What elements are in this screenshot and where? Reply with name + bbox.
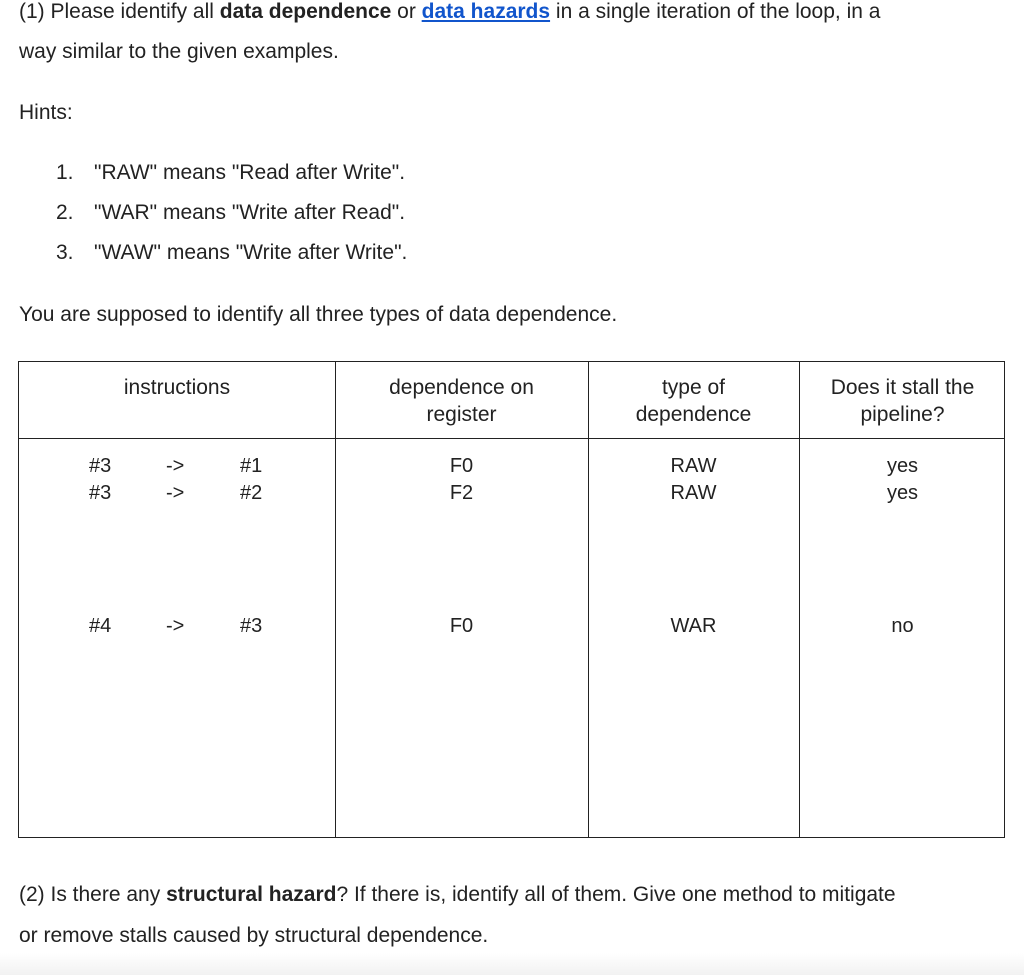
header-stall: Does it stall the pipeline? bbox=[830, 376, 975, 426]
question-1 bbox=[19, 0, 880, 72]
row2-stall: yes bbox=[886, 482, 919, 504]
row1-type: RAW bbox=[670, 455, 717, 477]
q2-text: (2) Is there any bbox=[19, 883, 167, 906]
row2-arrow: -> bbox=[166, 482, 185, 504]
hint-item: 1. "RAW" means "Read after Write". bbox=[56, 161, 406, 184]
row1-from: #3 bbox=[89, 455, 112, 477]
question-2-line2: or remove stalls caused by structural dependence. bbox=[19, 924, 489, 947]
q2-bold-term: structural hazard bbox=[166, 883, 337, 906]
header-register: dependence on register bbox=[389, 376, 534, 426]
table-divider bbox=[799, 362, 800, 837]
dependence-table bbox=[18, 361, 1005, 838]
q2-text-end: ? If there is, identify all of them. Give one method to mitigate bbox=[336, 883, 896, 906]
header-type: type of dependence bbox=[635, 376, 752, 426]
table-header-divider bbox=[19, 438, 1004, 439]
hint-item: 3. "WAW" means "Write after Write". bbox=[56, 241, 408, 264]
row3-type: WAR bbox=[670, 615, 717, 637]
hint-item: 2. "WAR" means "Write after Read". bbox=[56, 201, 406, 224]
header-instructions: instructions bbox=[123, 376, 231, 399]
intro-text: You are supposed to identify all three types of data dependence. bbox=[19, 303, 618, 326]
q1-text: (1) Please identify all bbox=[19, 0, 220, 23]
row3-arrow: -> bbox=[166, 615, 185, 637]
q1-text-line2: way similar to the given examples. bbox=[19, 40, 339, 63]
row2-from: #3 bbox=[89, 482, 112, 504]
q1-bold-term: data dependence bbox=[219, 0, 392, 23]
row1-arrow: -> bbox=[166, 455, 185, 477]
row1-to: #1 bbox=[240, 455, 263, 477]
hints-label: Hints: bbox=[19, 101, 73, 124]
row1-stall: yes bbox=[886, 455, 919, 477]
row3-register: F0 bbox=[449, 615, 474, 637]
data-hazards-link[interactable]: data hazards bbox=[421, 0, 551, 23]
row1-register: F0 bbox=[449, 455, 474, 477]
page-bottom-edge bbox=[0, 953, 1024, 975]
row3-stall: no bbox=[891, 615, 914, 637]
row3-to: #3 bbox=[240, 615, 263, 637]
table-divider bbox=[588, 362, 589, 837]
table-divider bbox=[335, 362, 336, 837]
hints-list bbox=[56, 153, 407, 273]
row2-to: #2 bbox=[240, 482, 263, 504]
row3-from: #4 bbox=[89, 615, 112, 637]
question-2 bbox=[19, 875, 896, 915]
row2-register: F2 bbox=[449, 482, 474, 504]
row2-type: RAW bbox=[670, 482, 717, 504]
q1-text-or: or bbox=[391, 0, 422, 23]
q1-text-end: in a single iteration of the loop, in a bbox=[550, 0, 881, 23]
